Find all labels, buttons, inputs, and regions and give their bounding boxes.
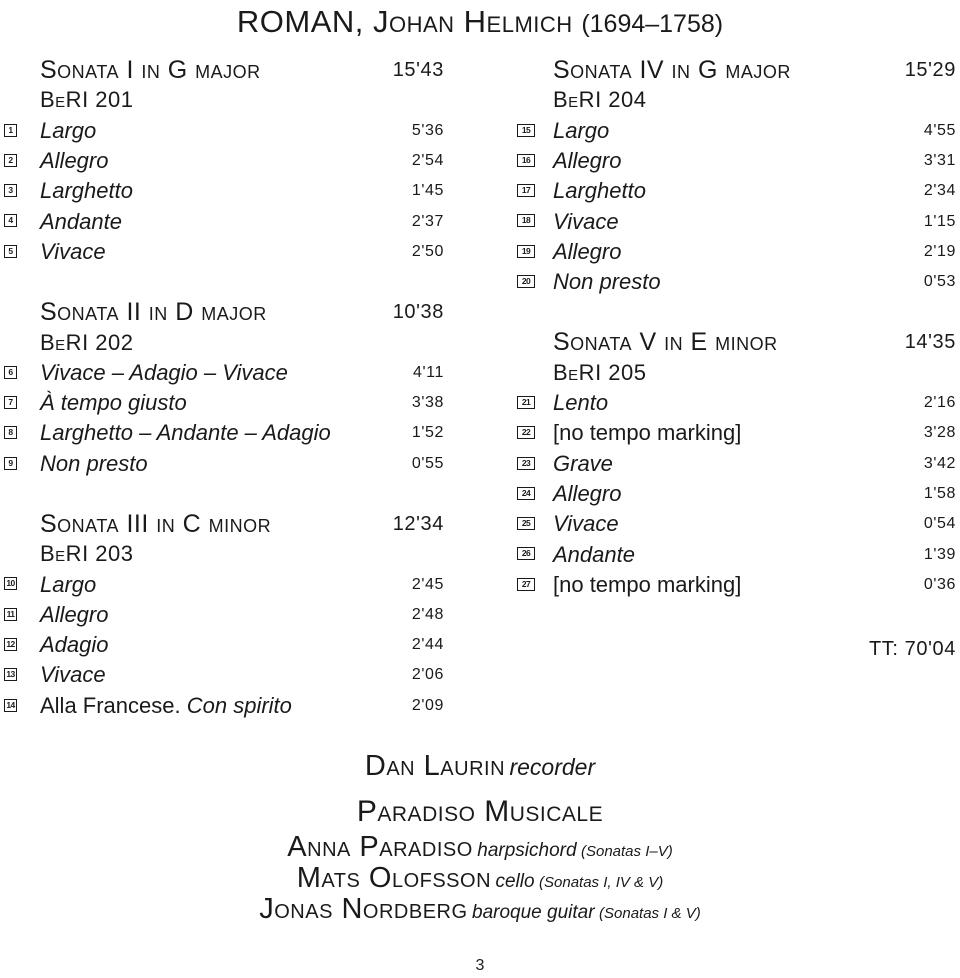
track-title: Largo xyxy=(40,117,97,143)
member-credit xyxy=(0,894,960,925)
track-number-box: 9 xyxy=(4,457,17,470)
sonata-title: Sonata V in E minor xyxy=(553,328,778,357)
track-row xyxy=(4,388,444,418)
track-title: Larghetto xyxy=(553,178,646,204)
track-duration: 1'15 xyxy=(923,212,956,230)
track-title: Non presto xyxy=(40,450,148,476)
member-role: harpsichord xyxy=(477,840,577,861)
track-title-plain: Alla Francese. xyxy=(40,692,181,718)
catalog-label: BeRI 202 xyxy=(40,329,134,355)
track-row xyxy=(4,569,444,599)
catalog-number xyxy=(4,327,444,357)
track-duration: 0'53 xyxy=(923,273,956,291)
track-title: Adagio xyxy=(40,632,109,658)
track-title: Vivace xyxy=(553,208,619,234)
track-title: Andante xyxy=(40,208,122,234)
page-number: 3 xyxy=(475,957,485,974)
track-row xyxy=(4,691,444,721)
ensemble-name: Paradiso Musicale xyxy=(356,795,604,828)
track-title: Larghetto xyxy=(40,178,133,204)
track-title-italic: Con spirito xyxy=(186,692,292,718)
track-number-box: 14 xyxy=(4,699,17,712)
track-title: [no tempo marking] xyxy=(553,571,742,597)
sonata-duration: 15'43 xyxy=(392,58,444,81)
catalog-number xyxy=(517,85,956,115)
track-duration: 2'16 xyxy=(923,394,956,412)
track-number-box: 15 xyxy=(517,124,535,137)
track-title: Non presto xyxy=(553,269,661,295)
track-title: Vivace – Adagio – Vivace xyxy=(40,359,288,385)
track-row xyxy=(517,570,956,600)
track-number-box: 6 xyxy=(4,366,17,379)
track-number-box: 27 xyxy=(517,578,535,591)
track-number-box: 10 xyxy=(4,577,17,590)
member-credit xyxy=(0,863,960,894)
member-note: (Sonatas I, IV & V) xyxy=(539,874,664,891)
track-duration: 0'55 xyxy=(411,454,444,472)
track-number-box: 20 xyxy=(517,275,535,288)
track-number-box: 26 xyxy=(517,547,535,560)
member-role: cello xyxy=(495,871,535,892)
track-number-box: 21 xyxy=(517,396,535,409)
track-duration: 3'31 xyxy=(923,152,956,170)
catalog-label: BeRI 201 xyxy=(40,87,134,113)
track-title: Grave xyxy=(553,450,613,476)
track-row xyxy=(517,176,956,206)
catalog-number xyxy=(4,85,444,115)
track-duration: 2'44 xyxy=(411,636,444,654)
track-duration: 2'54 xyxy=(411,152,444,170)
sonata-heading xyxy=(517,55,956,85)
track-title xyxy=(40,693,292,719)
track-row xyxy=(517,146,956,176)
track-number-box: 25 xyxy=(517,517,535,530)
track-row xyxy=(4,116,444,146)
total-time: TT: 70'04 xyxy=(868,638,956,660)
member-name: Jonas Nordberg xyxy=(259,893,468,925)
track-row xyxy=(517,479,956,509)
track-title: Largo xyxy=(553,117,610,143)
track-row xyxy=(4,660,444,690)
sonata-heading xyxy=(4,297,444,327)
track-title: Lento xyxy=(553,390,609,416)
composer-name: ROMAN, Johan Helmich xyxy=(236,4,573,39)
track-row xyxy=(4,176,444,206)
track-list-left xyxy=(4,55,444,721)
track-row xyxy=(517,206,956,236)
track-title: Larghetto – Andante – Adagio xyxy=(40,420,331,446)
sonata-heading xyxy=(517,327,956,357)
track-duration: 0'54 xyxy=(923,515,956,533)
track-duration: 2'34 xyxy=(923,182,956,200)
sonata-duration: 14'35 xyxy=(904,331,956,354)
track-number-box: 8 xyxy=(4,426,17,439)
track-duration: 2'37 xyxy=(411,212,444,230)
track-row xyxy=(4,358,444,388)
track-number-box: 13 xyxy=(4,668,17,681)
soloist-name: Dan Laurin xyxy=(364,750,506,782)
member-name: Mats Olofsson xyxy=(296,862,492,894)
track-title: Allegro xyxy=(40,148,109,174)
track-duration: 1'58 xyxy=(923,485,956,502)
track-row xyxy=(4,206,444,236)
track-title: Allegro xyxy=(553,481,622,506)
composer-dates: (1694–1758) xyxy=(581,10,724,38)
page-title xyxy=(0,4,960,42)
track-row xyxy=(517,388,956,418)
track-duration: 1'39 xyxy=(923,545,956,563)
track-row xyxy=(4,418,444,448)
track-duration: 3'42 xyxy=(923,454,956,472)
sonata-heading xyxy=(4,509,444,539)
track-duration: 2'19 xyxy=(923,242,956,260)
track-title: Vivace xyxy=(40,662,106,688)
sonata-title: Sonata IV in G major xyxy=(553,55,791,84)
ensemble-credit xyxy=(0,784,960,832)
track-title: Largo xyxy=(40,571,97,597)
track-number-box: 3 xyxy=(4,184,17,197)
track-title: Allegro xyxy=(40,601,109,627)
member-credit xyxy=(0,832,960,863)
track-title: Vivace xyxy=(40,238,106,264)
track-number-box: 22 xyxy=(517,426,535,439)
track-duration: 2'06 xyxy=(411,666,444,684)
track-duration: 3'38 xyxy=(411,394,444,412)
track-title: Andante xyxy=(553,541,635,567)
member-name: Anna Paradiso xyxy=(287,831,473,863)
track-duration: 4'55 xyxy=(923,121,956,139)
track-duration: 4'11 xyxy=(413,363,444,381)
track-number-box: 18 xyxy=(517,214,535,227)
track-row xyxy=(517,509,956,539)
track-number-box: 16 xyxy=(517,154,535,167)
track-number-box: 5 xyxy=(4,245,17,258)
credits xyxy=(0,748,960,925)
sonata-title: Sonata III in C minor xyxy=(40,509,272,538)
member-note: (Sonatas I & V) xyxy=(599,905,701,922)
track-list-right xyxy=(517,55,956,600)
track-number-box: 4 xyxy=(4,214,17,227)
track-duration: 1'52 xyxy=(411,424,444,442)
track-row xyxy=(517,267,956,297)
track-number-box: 2 xyxy=(4,154,17,167)
track-number-box: 19 xyxy=(517,245,535,258)
track-number-box: 23 xyxy=(517,457,535,470)
track-row xyxy=(4,449,444,479)
member-role: baroque guitar xyxy=(472,902,595,923)
catalog-label: BeRI 204 xyxy=(553,87,647,113)
track-number-box: 1 xyxy=(4,124,17,137)
track-duration: 2'50 xyxy=(411,242,444,260)
track-row xyxy=(4,600,444,630)
track-title: [no tempo marking] xyxy=(553,420,742,446)
track-number-box: 24 xyxy=(517,487,535,500)
track-row xyxy=(517,449,956,479)
track-row xyxy=(4,630,444,660)
track-duration: 2'09 xyxy=(411,696,444,714)
track-row xyxy=(517,539,956,569)
track-row xyxy=(4,146,444,176)
track-duration: 5'36 xyxy=(411,121,444,139)
track-duration: 3'28 xyxy=(923,424,956,442)
track-number-box: 17 xyxy=(517,184,535,197)
soloist-credit xyxy=(0,748,960,784)
track-duration: 2'48 xyxy=(411,605,444,623)
track-title: À tempo giusto xyxy=(40,390,187,416)
track-row xyxy=(517,418,956,448)
track-duration: 1'45 xyxy=(411,182,444,200)
track-row xyxy=(517,116,956,146)
track-title: Vivace xyxy=(553,511,619,537)
track-duration: 2'45 xyxy=(411,575,444,593)
track-number-box: 11 xyxy=(4,608,17,621)
sonata-heading xyxy=(4,55,444,85)
catalog-number xyxy=(4,539,444,569)
track-title: Allegro xyxy=(553,148,622,174)
sonata-duration: 10'38 xyxy=(392,300,444,323)
track-number-box: 7 xyxy=(4,396,17,409)
track-title: Allegro xyxy=(553,238,622,264)
track-number-box: 12 xyxy=(4,638,17,651)
catalog-label: BeRI 203 xyxy=(40,541,134,567)
track-row xyxy=(517,237,956,267)
member-note: (Sonatas I–V) xyxy=(580,843,673,860)
catalog-number xyxy=(517,358,956,388)
catalog-label: BeRI 205 xyxy=(553,359,647,385)
sonata-duration: 12'34 xyxy=(392,512,444,535)
sonata-title: Sonata I in G major xyxy=(40,55,261,84)
sonata-title: Sonata II in D major xyxy=(40,297,267,326)
sonata-duration: 15'29 xyxy=(904,58,956,81)
soloist-role: recorder xyxy=(509,754,596,780)
track-duration: 0'36 xyxy=(923,575,956,593)
track-row xyxy=(4,237,444,267)
